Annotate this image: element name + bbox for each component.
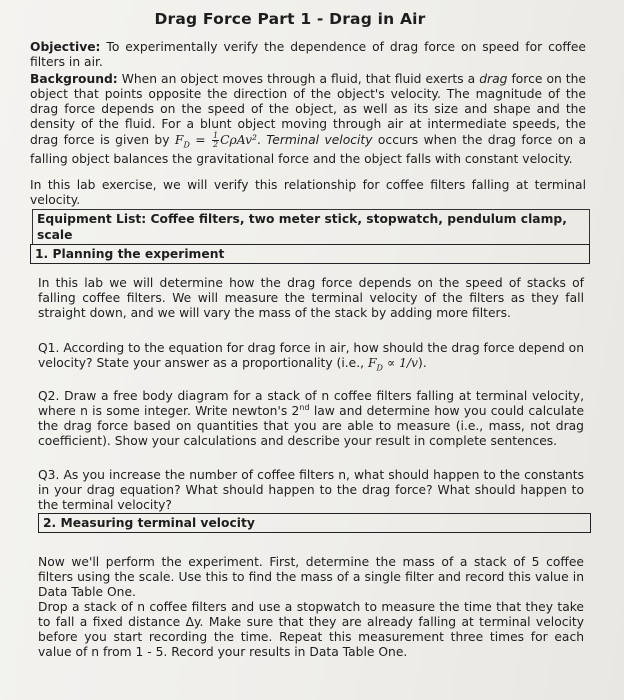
question-2: Q2. Draw a free body diagram for a stack of n coffee filters falling at terminal velocity, where n is some integer. Write newton's 2nd law and determine how you could calculate the drag force based on quantities that you are able to measure (i.e., mass, not drag coefficient). Show your calculations and describe your result in complete sentences. — [38, 389, 585, 448]
drag-equation: $F_D$ = $\frac{1}{2}$ CρAv² — [174, 131, 257, 150]
objective-text: To experimentally verify the dependence of drag force on speed for coffee filters in air. — [30, 40, 586, 69]
section-heading-planning: 1. Planning the experiment — [30, 244, 590, 264]
section-heading-measuring: 2. Measuring terminal velocity — [38, 513, 591, 533]
equipment-list-box: Equipment List: Coffee filters, two meter stick, stopwatch, pendulum clamp, scale — [32, 209, 590, 245]
page-title: Drag Force Part 1 - Drag in Air — [154, 10, 426, 28]
planning-paragraph: In this lab we will determine how the drag force depends on the speed of stacks of falling coffee filters. We will measure the terminal velocity of the filters as they fall straight down, and we will vary the mass of the stack by adding more filters. — [38, 276, 584, 320]
terminal-velocity-term: Terminal velocity — [266, 133, 373, 147]
proportionality-example: $F_D \propto 1/v$ — [367, 356, 419, 373]
question-3: Q3. As you increase the number of coffee filters n, what should happen to the constants in your drag equation? What should happen to the drag force? What should happen to the terminal velocity? — [38, 468, 584, 512]
measuring-paragraph-1: Now we'll perform the experiment. First, determine the mass of a stack of 5 coffee filters using the scale. Use this to find the mass of a single filter and record this value in Data Table One. — [38, 555, 584, 599]
measuring-paragraph-2: Drop a stack of n coffee filters and use a stopwatch to measure the time that they take to fall a fixed distance Δy. Make sure that they are already falling at terminal velocity before you start recording the time. Repeat this measurement three times for each value of n from 1 - 5. Record your results in Data Table One. — [38, 600, 584, 659]
question-1: Q1. According to the equation for drag force in air, how should the drag force depend on velocity? State your answer as a proportionality (i.e., $F_D \propto 1/v$). — [38, 341, 584, 373]
background-label: Background: — [30, 72, 118, 86]
background-text-1: When an object moves through a fluid, that fluid exerts a — [121, 72, 476, 86]
objective-label: Objective: — [30, 40, 101, 54]
background-text-4: occurs when the drag force on a falling object balances the gravitational force and the object falls with constant velocity. — [30, 133, 586, 167]
intro-paragraph: In this lab exercise, we will verify this relationship for coffee filters falling at terminal velocity. — [30, 178, 586, 207]
background-text-2: force on the object that points opposite the direction of the object's velocity. The magnitude of the drag force depends on the speed of the object, as well as its size and shape and the density of the fluid. For a blunt object moving through air at intermediate speeds, the drag force is given by — [30, 72, 586, 147]
one-half-fraction: $\frac{1}{2}$ — [212, 131, 219, 149]
background-paragraph: Background: When an object moves through a fluid, that fluid exerts a drag force on the object that points opposite the direction of the object's velocity. The magnitude of the drag force depends on the speed of the object, as well as its size and shape and the density of the fluid. For a blunt object moving through air at intermediate speeds, the drag force is given by $F_D$ = $\frac{1}{2}$ CρAv². Terminal velocity occurs when the drag force on a falling object balances the gravitational force and the object falls with constant velocity. — [30, 72, 586, 167]
objective-paragraph — [30, 40, 586, 70]
drag-term: drag — [479, 72, 508, 86]
